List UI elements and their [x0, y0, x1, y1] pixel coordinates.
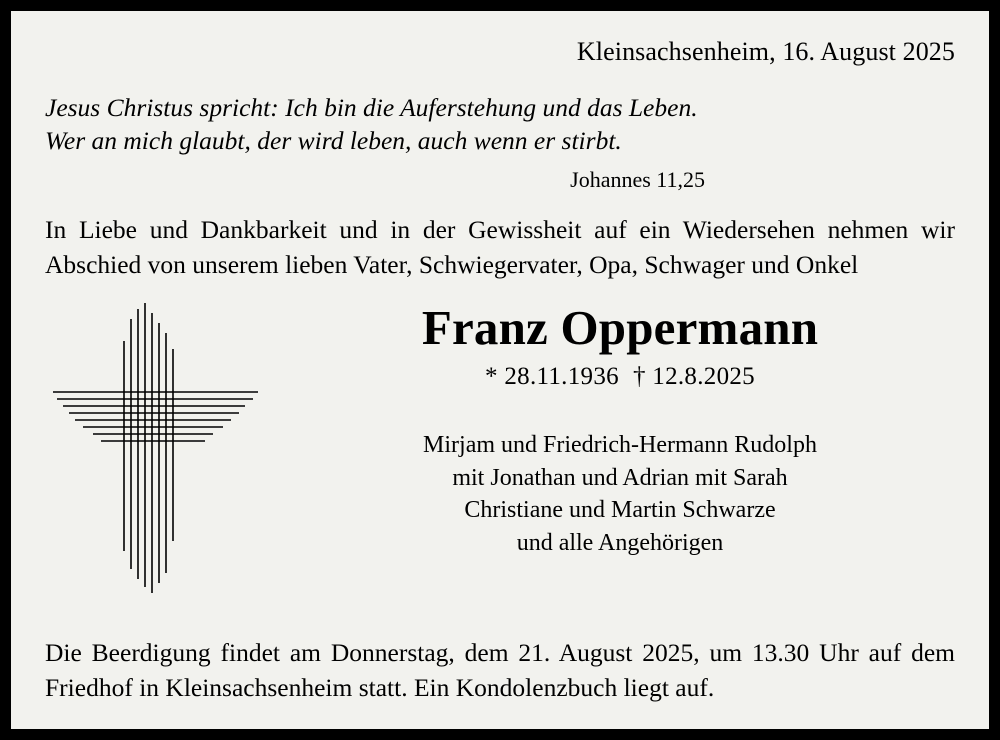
line-cross-icon — [53, 301, 263, 601]
family-line: und alle Angehörigen — [516, 529, 724, 556]
bible-verse-line-2: Wer an mich glaubt, der wird leben, auch wenn er stirbt. — [45, 126, 622, 156]
place-and-date: Kleinsachsenheim, 16. August 2025 — [576, 37, 955, 66]
funeral-information: Die Beerdigung findet am Donnerstag, dem 21. August 2025, um 13.30 Uhr auf dem Friedhof in Kleinsachsenheim statt. Ein Kondolenzbuch liegt auf. — [45, 638, 955, 702]
intro-text: In Liebe und Dankbarkeit und in der Gewissheit auf ein Wiedersehen nehmen wir Abschied von unserem lieben Vater, Schwiegervater, Opa, Schwager und Onkel — [45, 215, 955, 280]
family-line: Christiane und Martin Schwarze — [464, 497, 776, 524]
life-dates — [285, 363, 955, 391]
death-date: † 12.8.2025 — [632, 363, 755, 391]
family-line: Mirjam und Friedrich-Hermann Rudolph — [423, 432, 817, 459]
main-block — [45, 301, 955, 601]
bible-verse — [45, 91, 955, 157]
family-line: mit Jonathan und Adrian mit Sarah — [452, 464, 788, 491]
surviving-family — [285, 429, 955, 560]
birth-date: * 28.11.1936 — [485, 363, 619, 391]
bible-verse-reference: Johannes 11,25 — [570, 167, 705, 193]
names-column — [285, 301, 955, 559]
obituary-inner-frame — [9, 9, 991, 731]
bible-verse-line-1: Jesus Christus spricht: Ich bin die Auferstehung und das Leben. — [45, 93, 698, 122]
deceased-name: Franz Oppermann — [421, 300, 819, 356]
